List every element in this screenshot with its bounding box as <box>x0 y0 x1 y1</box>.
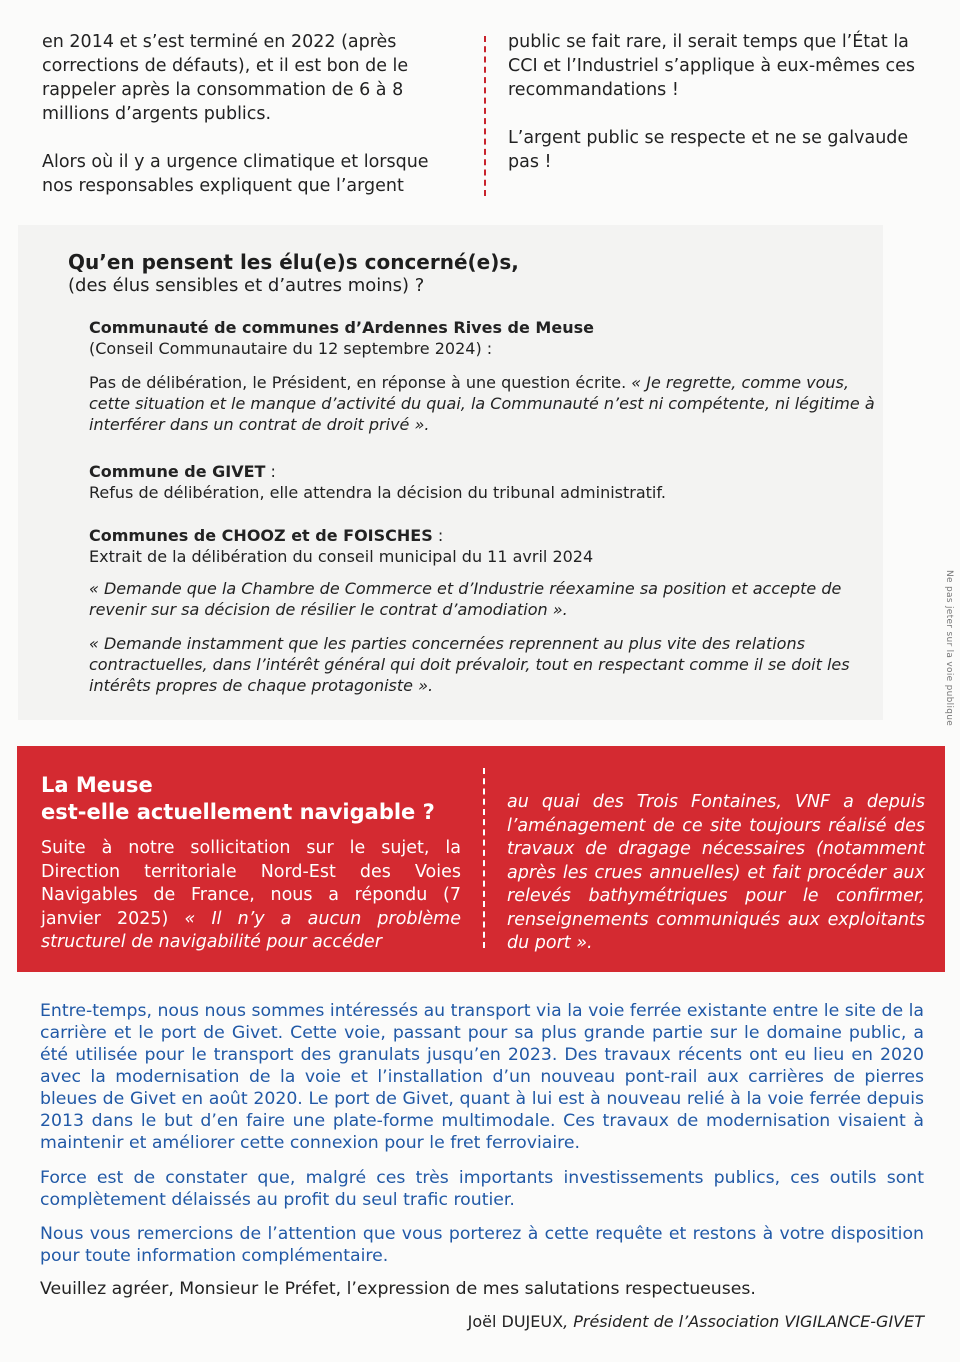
ccarm-sub: (Conseil Communautaire du 12 septembre 2024) : <box>89 339 493 358</box>
top-right-paragraph-2: L’argent public se respecte et ne se galvaude pas ! <box>508 128 909 172</box>
ccarm-text: Pas de délibération, le Président, en réponse à une question écrite. <box>89 373 627 392</box>
chooz-name: Communes de CHOOZ et de FOISCHES <box>89 526 433 545</box>
opinion-chooz <box>89 525 879 696</box>
top-right-column <box>508 30 928 198</box>
navigation-title <box>41 772 471 826</box>
closing-formula: Veuillez agréer, Monsieur le Préfet, l’expression de mes salutations respectueuses. <box>40 1279 756 1299</box>
navigation-left-text <box>41 837 461 955</box>
chooz-quote-2: « Demande instamment que les parties concernées reprennent au plus vite des relations contractuelles, dans l’intérêt général qui doit prévaloir, tout en respectant comme il se doit les intérêts propres de chaque protagoniste ». <box>89 634 850 695</box>
body-paragraph-conclusion: Force est de constater que, malgré ces très importants investissements publics, ces outils sont complètement délaissés au profit du seul trafic routier. <box>40 1168 924 1210</box>
navigation-left-quote: « Il n’y a aucun problème structurel de navigabilité pour accéder <box>41 908 461 952</box>
chooz-heading <box>89 525 879 546</box>
givet-colon: : <box>265 462 276 481</box>
top-right-paragraph-1: public se fait rare, il serait temps que l’État la CCI et l’Industriel s’applique à eux-mêmes ces recommandations ! <box>508 32 915 100</box>
ccarm-statement <box>89 372 879 435</box>
top-left-paragraph-2: Alors où il y a urgence climatique et lorsque nos responsables expliquent que l’argent <box>42 152 429 196</box>
chooz-colon: : <box>432 526 444 545</box>
ccarm-name: Communauté de communes d’Ardennes Rives de Meuse <box>89 318 594 337</box>
body-paragraph-thanks: Nous vous remercions de l’attention que vous porterez à cette requête et restons à votre disposition pour toute information complémentaire. <box>40 1224 924 1266</box>
top-left-paragraph-1: en 2014 et s’est terminé en 2022 (après corrections de défauts), et il est bon de le rappeler après la consommation de 6 à 8 millions d’argents publics. <box>42 32 409 124</box>
navigation-title-line-2: est-elle actuellement navigable ? <box>41 800 435 824</box>
chooz-sub: Extrait de la délibération du conseil municipal du 11 avril 2024 <box>89 547 594 566</box>
opinions-title: Qu’en pensent les élu(e)s concerné(e)s, <box>68 250 519 274</box>
opinions-subtitle: (des élus sensibles et d’autres moins) ? <box>68 275 425 296</box>
signature-role: , Président de l’Association VIGILANCE-GIVET <box>563 1312 924 1331</box>
ccarm-quote: « Je regrette, comme vous, cette situation et le manque d’activité du quai, la Communauté n’est ni compétente, ni légitime à interférer dans un contrat de droit privé ». <box>89 373 875 434</box>
navigation-box <box>17 746 945 972</box>
side-note: Ne pas jeter sur la voie publique <box>944 570 954 727</box>
signature <box>468 1312 924 1332</box>
chooz-quote-1: « Demande que la Chambre de Commerce et d’Industrie réexamine sa position et accepte de revenir sur sa décision de résilier le contrat d’amodiation ». <box>89 579 842 619</box>
opinion-ccarm <box>89 317 879 435</box>
top-left-column <box>42 30 462 222</box>
givet-name: Commune de GIVET <box>89 462 266 481</box>
column-divider <box>484 36 486 196</box>
navigation-left-body: Suite à notre sollicitation sur le sujet, la Direction territoriale Nord-Est des Voies Navigables de France, nous a répondu (7 janvier 2025) <box>41 838 461 929</box>
navigation-right-quote: au quai des Trois Fontaines, VNF a depuis l’aménagement de ce site toujours réalisé des travaux de dragage nécessaires (notamment après les crues annuelles) et fait procéder aux relevés bathymétriques pour le confirmer, renseignements communiqués aux exploitants du port ». <box>507 792 925 953</box>
navigation-title-line-1: La Meuse <box>41 773 153 797</box>
givet-heading <box>89 461 879 482</box>
body-paragraph-rail: Entre-temps, nous nous sommes intéressés au transport via la voie ferrée existante entre le site de la carrière et le port de Givet. Cette voie, passant pour sa plus grande partie sur le domaine public, a été utilisée pour le transport des granulats jusqu’en 2023. Des travaux récents ont eu lieu en 2020 avec la modernisation de la voie et l’installation d’un nouveau pont-rail aux carrières de pierres bleues de Givet en août 2020. Le port de Givet, quant à lui est à nouveau relié à la voie ferrée depuis 2013 dans le but d’en faire une plate-forme multimodale. Ces travaux de modernisation visaient à maintenir et améliorer cette connexion pour le fret ferroviaire. <box>40 1001 924 1153</box>
navigation-divider <box>483 768 485 948</box>
opinion-givet <box>89 461 879 503</box>
givet-text: Refus de délibération, elle attendra la décision du tribunal administratif. <box>89 483 666 502</box>
signature-name: Joël DUJEUX <box>467 1312 564 1331</box>
